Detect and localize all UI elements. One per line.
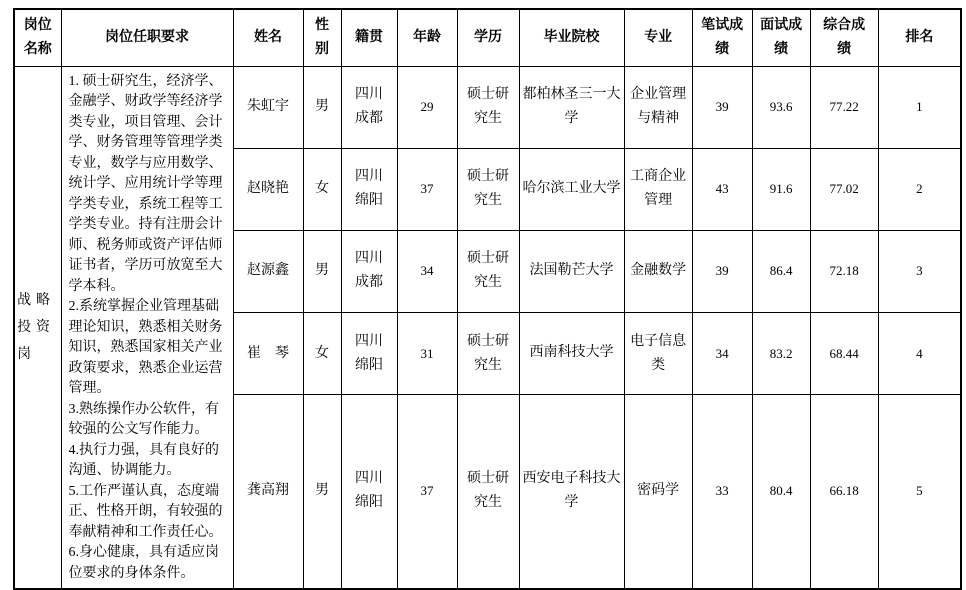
- column-header-label: 排名: [905, 29, 934, 45]
- requirement-item: 4.执行力强，具有良好的沟通、协调能力。: [68, 442, 219, 478]
- candidate-school-cell: [519, 313, 624, 395]
- column-header-label: 专业: [644, 29, 673, 45]
- column-header-5: [397, 9, 457, 66]
- column-header-9: [692, 9, 752, 66]
- candidate-hometown-cell: [341, 394, 397, 589]
- candidate-age-cell: 37: [397, 394, 457, 589]
- rank-cell: 1: [878, 66, 961, 149]
- candidate-name-cell: 赵晓艳: [233, 149, 303, 231]
- rank-cell: 2: [878, 149, 961, 231]
- candidate-name-cell: 崔 琴: [233, 313, 303, 395]
- column-header-4: [341, 9, 397, 66]
- interview-score-cell: 83.2: [752, 313, 810, 395]
- candidate-hometown-cell: [341, 66, 397, 149]
- interview-score-cell: 91.6: [752, 149, 810, 231]
- candidate-gender-cell: 男: [303, 66, 341, 149]
- overall-score-cell: 77.02: [810, 149, 878, 231]
- column-header-label: 姓名: [254, 29, 282, 45]
- candidate-education-cell: [457, 230, 519, 313]
- column-header-6: [457, 9, 519, 66]
- candidate-major-cell: [624, 394, 692, 589]
- written-score-cell: 34: [692, 313, 752, 395]
- candidate-major-cell: [624, 66, 692, 149]
- column-header-8: [624, 9, 692, 66]
- column-header-label: 笔试成绩: [701, 17, 744, 57]
- candidate-major-cell-label: 密码学: [637, 483, 680, 499]
- candidate-school-cell: [519, 149, 624, 231]
- candidate-age-cell: 37: [397, 149, 457, 231]
- overall-score-cell: 68.44: [810, 313, 878, 395]
- candidate-education-cell-label: 硕士研究生: [467, 251, 509, 291]
- candidate-school-cell-label: 法国勒芒大学: [529, 263, 614, 279]
- candidate-hometown-cell-label: 四川成都: [355, 87, 383, 127]
- rank-cell: 5: [878, 394, 961, 589]
- candidate-major-cell-label: 企业管理与精神: [630, 87, 687, 127]
- column-header-label: 学历: [474, 29, 502, 45]
- candidate-hometown-cell-label: 四川成都: [355, 251, 383, 291]
- column-header-11: [810, 9, 878, 66]
- candidate-name-cell: 朱虹宇: [233, 66, 303, 149]
- column-header-1: [61, 9, 233, 66]
- header-row: [14, 9, 961, 66]
- requirement-item: 3.熟练操作办公软件，有较强的公文写作能力。: [68, 401, 219, 437]
- written-score-cell: 39: [692, 230, 752, 313]
- candidate-education-cell: [457, 66, 519, 149]
- column-header-label: 综合成绩: [823, 17, 866, 57]
- candidate-education-cell: [457, 313, 519, 395]
- candidate-education-cell-label: 硕士研究生: [467, 87, 509, 127]
- position-name-cell: [14, 66, 61, 589]
- overall-score-cell: 72.18: [810, 230, 878, 313]
- candidate-hometown-cell: [341, 149, 397, 231]
- candidate-age-cell: 31: [397, 313, 457, 395]
- candidate-gender-cell: 男: [303, 394, 341, 589]
- candidate-school-cell-label: 都柏林圣三一大学: [522, 87, 621, 127]
- candidate-hometown-cell-label: 四川绵阳: [355, 333, 383, 373]
- candidate-school-cell-label: 西南科技大学: [529, 345, 614, 361]
- candidate-major-cell-label: 金融数学: [630, 263, 687, 279]
- overall-score-cell: 77.22: [810, 66, 878, 149]
- candidate-hometown-cell-label: 四川绵阳: [355, 471, 383, 511]
- candidate-school-cell: [519, 230, 624, 313]
- requirement-item: 1. 硕士研究生，经济学、金融学、财政学等经济学类专业，项目管理、会计学、财务管理等管理学类专业，数学与应用数学、统计学、应用统计学等理学类专业，系统工程等工学类专业。持有注册会计师、税务师或资产评估师证书者，学历可放宽至大学本科。: [68, 73, 223, 294]
- table-body: [14, 66, 961, 589]
- candidate-gender-cell: 男: [303, 230, 341, 313]
- column-header-label: 岗位名称: [23, 17, 52, 57]
- written-score-cell: 39: [692, 66, 752, 149]
- requirement-item: 6.身心健康，具有适应岗位要求的身体条件。: [68, 545, 219, 581]
- column-header-label: 面试成绩: [760, 17, 803, 57]
- candidate-hometown-cell-label: 四川绵阳: [355, 169, 383, 209]
- candidate-gender-cell: 女: [303, 149, 341, 231]
- candidate-school-cell-label: 哈尔滨工业大学: [522, 181, 621, 197]
- position-name-label: 战略投资岗: [17, 292, 55, 362]
- requirement-item: 2.系统掌握企业管理基础理论知识，熟悉相关财务知识，熟悉国家相关产业政策要求，熟悉企业运营管理。: [68, 299, 223, 396]
- column-header-0: [14, 9, 61, 66]
- candidate-school-cell-label: 西安电子科技大学: [522, 471, 621, 511]
- candidate-education-cell: [457, 394, 519, 589]
- candidate-education-cell: [457, 149, 519, 231]
- column-header-label: 岗位任职要求: [105, 29, 189, 45]
- recruitment-results-table: [13, 8, 962, 590]
- candidate-row: [14, 66, 961, 149]
- column-header-7: [519, 9, 624, 66]
- candidate-age-cell: 29: [397, 66, 457, 149]
- interview-score-cell: 80.4: [752, 394, 810, 589]
- written-score-cell: 33: [692, 394, 752, 589]
- candidate-major-cell: [624, 230, 692, 313]
- candidate-major-cell-label: 电子信息类: [630, 333, 687, 373]
- candidate-education-cell-label: 硕士研究生: [467, 333, 509, 373]
- column-header-label: 年龄: [413, 29, 441, 45]
- column-header-label: 性别: [315, 17, 329, 57]
- interview-score-cell: 93.6: [752, 66, 810, 149]
- requirements-cell: [61, 66, 233, 589]
- candidate-age-cell: 34: [397, 230, 457, 313]
- candidate-major-cell: [624, 313, 692, 395]
- rank-cell: 3: [878, 230, 961, 313]
- candidate-name-cell: 赵源鑫: [233, 230, 303, 313]
- requirement-item: 5.工作严谨认真，态度端正、性格开朗，有较强的奉献精神和工作责任心。: [68, 483, 223, 540]
- column-header-label: 籍贯: [355, 29, 383, 45]
- candidate-name-cell: 龚高翔: [233, 394, 303, 589]
- candidate-major-cell: [624, 149, 692, 231]
- candidate-gender-cell: 女: [303, 313, 341, 395]
- overall-score-cell: 66.18: [810, 394, 878, 589]
- candidate-hometown-cell: [341, 230, 397, 313]
- candidate-hometown-cell: [341, 313, 397, 395]
- candidate-school-cell: [519, 394, 624, 589]
- candidate-education-cell-label: 硕士研究生: [467, 169, 509, 209]
- column-header-2: [233, 9, 303, 66]
- candidate-major-cell-label: 工商企业管理: [630, 169, 687, 209]
- rank-cell: 4: [878, 313, 961, 395]
- column-header-label: 毕业院校: [543, 29, 600, 45]
- interview-score-cell: 86.4: [752, 230, 810, 313]
- candidate-education-cell-label: 硕士研究生: [467, 471, 509, 511]
- column-header-10: [752, 9, 810, 66]
- candidate-school-cell: [519, 66, 624, 149]
- written-score-cell: 43: [692, 149, 752, 231]
- column-header-3: [303, 9, 341, 66]
- column-header-12: [878, 9, 961, 66]
